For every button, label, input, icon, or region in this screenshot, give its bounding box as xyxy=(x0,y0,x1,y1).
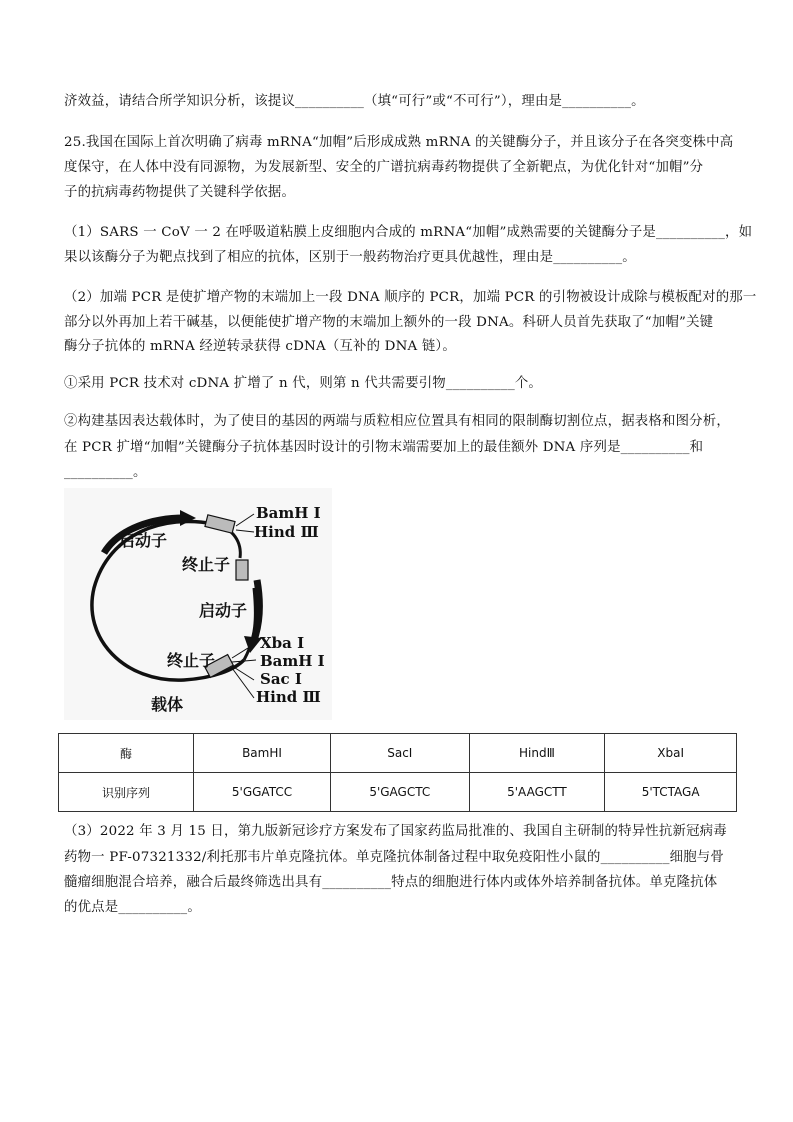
site-line xyxy=(236,514,254,526)
terminator-box-top xyxy=(205,515,235,533)
site-line xyxy=(232,643,256,658)
site-label-xbai: Xba I xyxy=(260,634,305,652)
text-line: __________。 xyxy=(64,465,147,480)
table-cell: 5'GAGCTC xyxy=(331,773,470,812)
table-cell: 酶 xyxy=(59,734,194,773)
site-label-hindiii-bottom: Hind Ⅲ xyxy=(256,688,321,706)
table-cell: 5'TCTAGA xyxy=(605,773,737,812)
table-cell: 识别序列 xyxy=(59,773,194,812)
text-line: 25.我国在国际上首次明确了病毒 mRNA“加帽”后形成成熟 mRNA 的关键酶分子，并且该分子在各突变株中高 xyxy=(64,135,734,150)
text-line: 子的抗病毒药物提供了关键科学依据。 xyxy=(64,185,296,200)
site-label-hindiii-top: Hind Ⅲ xyxy=(254,523,319,541)
table-cell: 5'AAGCTT xyxy=(469,773,605,812)
site-label-bamhi-bottom: BamH I xyxy=(260,652,325,670)
vector-label: 载体 xyxy=(151,695,184,714)
text-line: 的优点是__________。 xyxy=(64,900,201,915)
terminator-label-2: 终止子 xyxy=(167,651,216,670)
text-line: 酶分子抗体的 mRNA 经逆转录获得 cDNA（互补的 DNA 链）。 xyxy=(64,339,456,354)
site-label-bamhi-top: BamH I xyxy=(256,504,321,522)
text-line: （1）SARS 一 CoV 一 2 在呼吸道粘膜上皮细胞内合成的 mRNA“加帽”成熟需要的关键酶分子是__________，如 xyxy=(64,225,753,240)
text-line: 在 PCR 扩增“加帽”关键酶分子抗体基因时设计的引物末端需要加上的最佳额外 DNA 序列是__________和 xyxy=(64,440,704,455)
site-label-saci: Sac I xyxy=(260,670,302,688)
table-cell: 5'GGATCC xyxy=(194,773,331,812)
text-line: （3）2022 年 3 月 15 日，第九版新冠诊疗方案发布了国家药监局批准的、我国自主研制的特异性抗新冠病毒 xyxy=(64,824,727,839)
promoter-label-1: 启动子 xyxy=(119,531,168,550)
text-line: ①采用 PCR 技术对 cDNA 扩增了 n 代，则第 n 代共需要引物__________个。 xyxy=(64,376,543,391)
terminator-label-1: 终止子 xyxy=(182,555,231,574)
table-cell: BamHI xyxy=(194,734,331,773)
text-line: 济效益，请结合所学知识分析，该提议__________（填“可行”或“不可行”），理由是__________。 xyxy=(64,94,645,109)
enzyme-table xyxy=(58,733,737,812)
table-header-row xyxy=(59,734,737,773)
plasmid-vector-diagram xyxy=(64,488,332,720)
promoter-arrowhead-1 xyxy=(180,510,196,526)
plasmid-svg xyxy=(64,488,332,720)
table-cell: XbaI xyxy=(605,734,737,773)
promoter-label-2: 启动子 xyxy=(199,601,248,620)
terminator-box-middle xyxy=(236,560,248,580)
text-line: 部分以外再加上若干碱基，以便能使扩增产物的末端加上额外的一段 DNA。科研人员首先获取了“加帽”关键 xyxy=(64,315,714,330)
text-line: ②构建基因表达载体时，为了使目的基因的两端与质粒相应位置具有相同的限制酶切割位点，据表格和图分析， xyxy=(64,414,730,429)
text-line: 髓瘤细胞混合培养，融合后最终筛选出具有__________特点的细胞进行体内或体外培养制备抗体。单克隆抗体 xyxy=(64,875,718,890)
table-cell: SacI xyxy=(331,734,470,773)
table-cell: HindⅢ xyxy=(469,734,605,773)
text-line: 果以该酶分子为靶点找到了相应的抗体，区别于一般药物治疗更具优越性，理由是__________。 xyxy=(64,250,636,265)
text-line: 药物一 PF-07321332/利托那韦片单克隆抗体。单克隆抗体制备过程中取免疫阳性小鼠的__________细胞与骨 xyxy=(64,850,724,865)
text-line: 度保守，在人体中没有同源物，为发展新型、安全的广谱抗病毒药物提供了全新靶点，为优化针对“加帽”分 xyxy=(64,160,704,175)
text-line: （2）加端 PCR 是使扩增产物的末端加上一段 DNA 顺序的 PCR，加端 PCR 的引物被设计成除与模板配对的那一 xyxy=(64,290,757,305)
table-row xyxy=(59,773,737,812)
site-line xyxy=(236,530,254,532)
